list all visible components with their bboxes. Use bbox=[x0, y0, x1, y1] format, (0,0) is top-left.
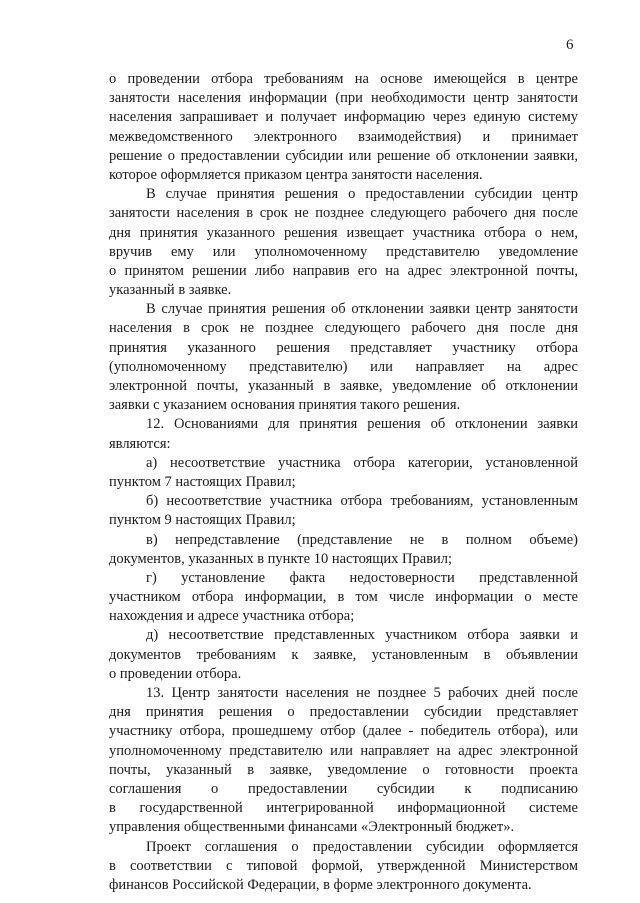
text-line: в) непредставление (представление не в полном объеме) bbox=[146, 531, 578, 548]
text-line: (уполномоченному представителю) или направляет на адрес bbox=[109, 358, 578, 375]
paragraph-p1 bbox=[109, 70, 578, 185]
paragraph-p10 bbox=[109, 684, 578, 838]
text-line: участнику отбора, прошедшему отбор (далее - победитель отбора), или bbox=[109, 723, 578, 740]
text-line: пунктом 7 настоящих Правил; bbox=[109, 473, 296, 490]
text-line: д) несоответствие представленных участником отбора заявки и bbox=[146, 627, 578, 644]
text-line: заявки с указанием основания принятия такого решения. bbox=[109, 397, 461, 414]
text-line: почты, указанный в заявке, уведомление о готовности проекта bbox=[109, 761, 578, 778]
text-line: Проект соглашения о предоставлении субсидии оформляется bbox=[146, 838, 578, 855]
text-line: документов требованиям к заявке, установленным в объявлении bbox=[109, 646, 578, 663]
document-body bbox=[109, 70, 578, 895]
paragraph-p2 bbox=[109, 185, 578, 300]
text-line: соглашения о предоставлении субсидии к подписанию bbox=[109, 780, 578, 797]
text-line: о проведении отбора требованиям на основе имеющейся в центре bbox=[109, 71, 578, 87]
text-line: о проведении отбора. bbox=[109, 665, 242, 682]
text-line: решение о предоставлении субсидии или решение об отклонении заявки, bbox=[109, 147, 578, 164]
text-line: В случае принятия решения об отклонении заявки центр занятости bbox=[146, 301, 578, 318]
text-line: электронной почты, указанный в заявке, уведомление об отклонении bbox=[109, 378, 578, 394]
text-line: о принятом решении либо направив его на адрес электронной почты, bbox=[109, 262, 578, 279]
text-line: которое оформляется приказом центра занятости населения. bbox=[109, 166, 483, 183]
paragraph-p5 bbox=[109, 454, 578, 492]
text-line: нахождения и адресе участника отбора; bbox=[109, 608, 355, 625]
text-line: дня принятия решения о предоставлении субсидии представляет bbox=[109, 704, 578, 721]
text-line: пунктом 9 настоящих Правил; bbox=[109, 512, 296, 529]
paragraph-p6 bbox=[109, 492, 578, 530]
text-line: занятости населения информации (при необходимости центр занятости bbox=[109, 90, 578, 107]
paragraph-p7 bbox=[109, 531, 578, 569]
text-line: документов, указанных в пункте 10 настоящих Правил; bbox=[109, 550, 453, 567]
text-line: вручив ему или уполномоченному представителю уведомление bbox=[109, 243, 578, 260]
text-line: в государственной интегрированной информационной системе bbox=[109, 800, 578, 817]
text-line: в соответствии с типовой формой, утвержденной Министерством bbox=[109, 857, 578, 874]
text-line: уполномоченному представителю или направляет на адрес электронной bbox=[109, 742, 578, 759]
text-line: В случае принятия решения о предоставлении субсидии центр bbox=[146, 186, 578, 203]
text-line: а) несоответствие участника отбора категории, установленной bbox=[146, 454, 578, 471]
text-line: населения в срок не позднее следующего рабочего дня после дня bbox=[109, 320, 578, 337]
text-line: занятости населения в срок не позднее следующего рабочего дня после bbox=[109, 205, 578, 222]
paragraph-p3 bbox=[109, 300, 578, 415]
text-line: межведомственного электронного взаимодействия) и принимает bbox=[109, 128, 578, 145]
text-line: участником отбора информации, в том числе информации о месте bbox=[109, 589, 578, 606]
text-line: дня принятия указанного решения извещает участника отбора о нем, bbox=[109, 224, 578, 241]
page-number: 6 bbox=[566, 37, 574, 53]
text-line: указанный в заявке. bbox=[109, 282, 232, 299]
text-line: г) установление факта недостоверности представленной bbox=[146, 569, 578, 586]
text-line: финансов Российской Федерации, в форме электронного документа. bbox=[109, 876, 532, 893]
text-line: 13. Центр занятости населения не позднее 5 рабочих дней после bbox=[146, 685, 578, 701]
text-line: б) несоответствие участника отбора требованиям, установленным bbox=[146, 493, 578, 510]
paragraph-p8 bbox=[109, 569, 578, 627]
text-line: управления общественными финансами «Электронный бюджет». bbox=[109, 819, 515, 836]
paragraph-p4 bbox=[109, 415, 578, 453]
paragraph-p9 bbox=[109, 626, 578, 684]
text-line: 12. Основаниями для принятия решения об отклонении заявки bbox=[146, 416, 578, 433]
text-line: являются: bbox=[109, 435, 171, 452]
text-line: населения запрашивает и получает информацию через единую систему bbox=[109, 109, 578, 126]
paragraph-p11 bbox=[109, 838, 578, 896]
text-line: принятия указанного решения представляет участнику отбора bbox=[109, 339, 578, 356]
